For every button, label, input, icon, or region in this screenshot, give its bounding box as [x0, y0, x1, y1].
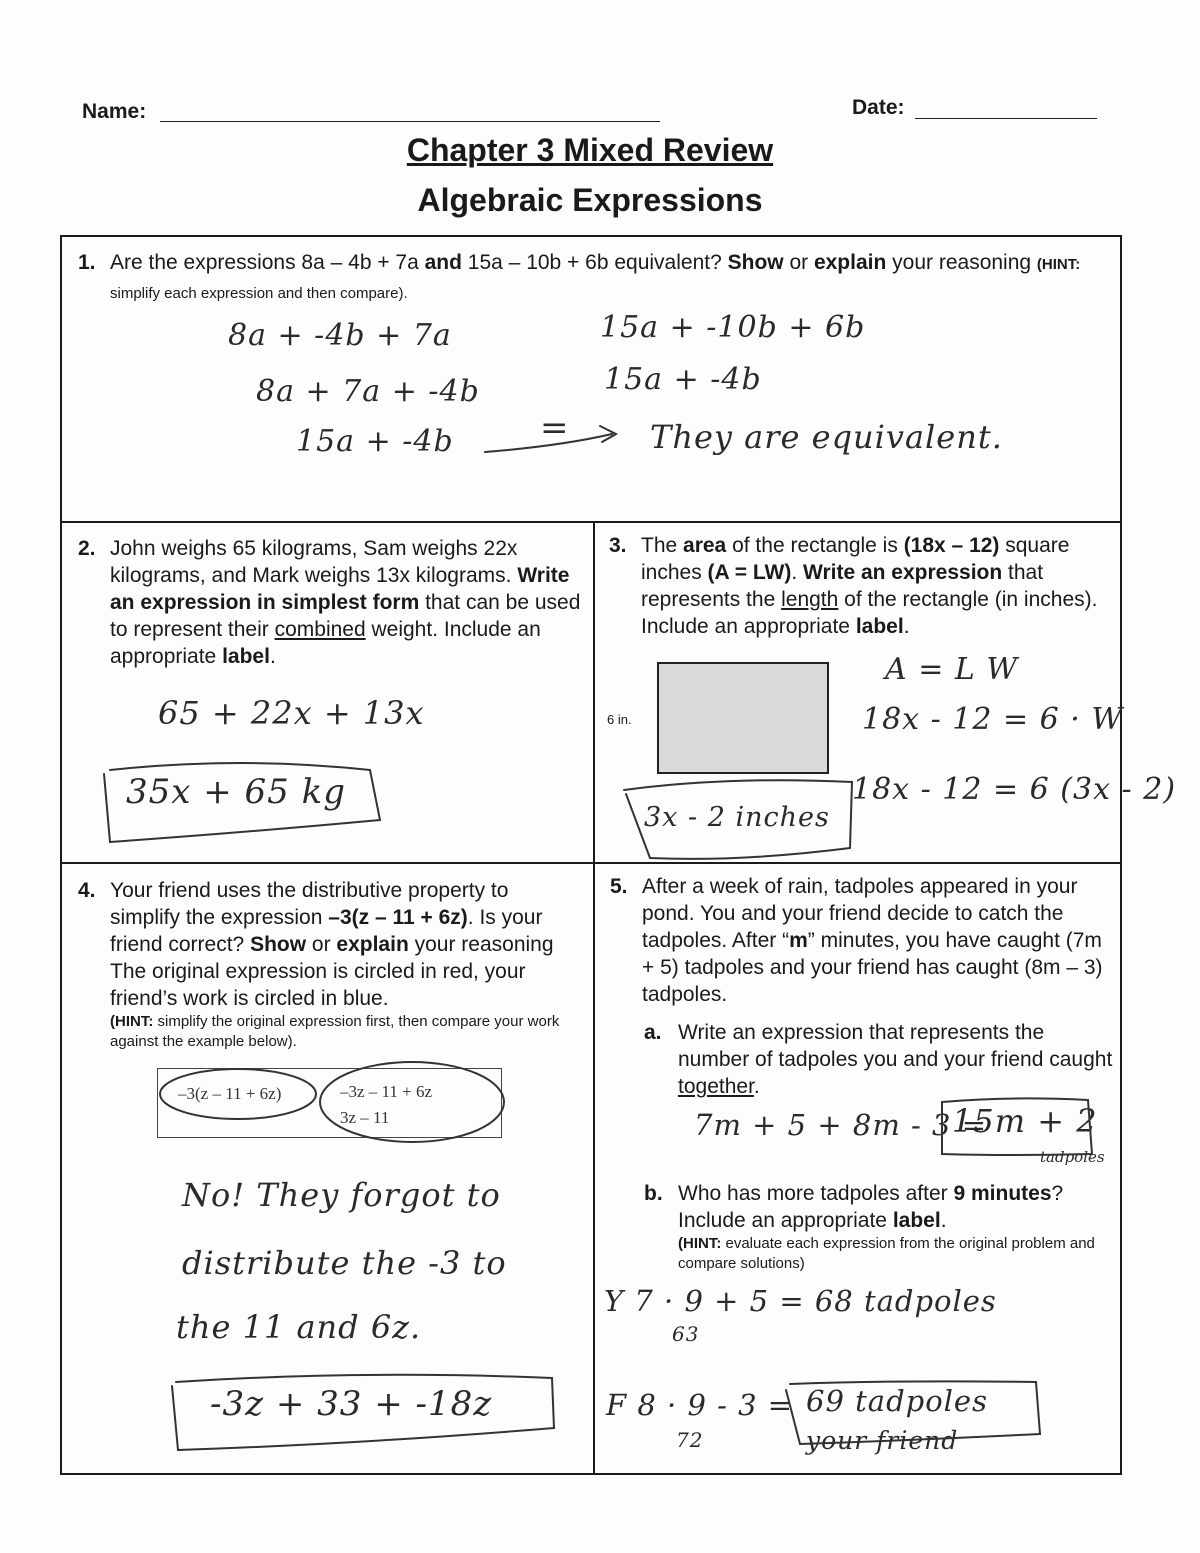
q1-hint: simplify each expression and then compare). — [110, 285, 408, 302]
q1-text-3: 15a – 10b + 6b equivalent? — [461, 251, 728, 274]
q5b-text-2: 9 minutes — [953, 1182, 1052, 1205]
q1-hw-right-2: 15a + -4b — [604, 362, 762, 397]
q3-hw-formula-2: 18x - 12 = 6 · W — [862, 702, 1124, 737]
q3-text-6: (A = LW) — [707, 561, 792, 584]
q3-text-3: of the rectangle is — [726, 534, 904, 557]
q4-text-4: Show — [250, 933, 307, 956]
q1-text-7: your reasoning — [886, 251, 1037, 274]
q5a-text-1: Write an expression that represents the number of tadpoles you and your friend caught — [678, 1021, 1113, 1071]
question-3 — [609, 532, 1114, 640]
q1-text-1: Are the expressions 8a – 4b + 7a — [110, 251, 425, 274]
q4-expression-friend-2: 3z – 11 — [340, 1108, 390, 1127]
q3-rectangle — [657, 662, 829, 774]
q5b-text-5: . — [940, 1209, 947, 1232]
q4-hint-label: (HINT: — [110, 1013, 154, 1030]
q3-hw-answer: 3x - 2 inches — [644, 802, 830, 833]
name-blank[interactable] — [160, 99, 660, 122]
q5b-text-4: label — [892, 1209, 941, 1232]
question-5b — [644, 1180, 1114, 1274]
q5a-letter: a. — [644, 1021, 662, 1044]
q3-text-7: . — [791, 561, 804, 584]
q5b-letter: b. — [644, 1182, 663, 1205]
q1-text-5: or — [783, 251, 814, 274]
q5b-hw-your-work: Y 7 · 9 + 5 = 68 tadpoles — [604, 1284, 997, 1318]
q4-text-2: –3(z – 11 + 6z) — [328, 906, 468, 929]
q4-hw-line-2: distribute the -3 to — [182, 1244, 507, 1282]
divider-column — [593, 521, 595, 1475]
q4-text-3: . Is your friend correct? — [110, 906, 543, 956]
q4-expression-friend-1: –3z – 11 + 6z — [340, 1082, 433, 1101]
q5b-hw-friend-sub: 72 — [676, 1428, 704, 1452]
question-5a — [644, 1019, 1114, 1100]
q2-text-7: . — [269, 645, 276, 668]
q5b-text-1: Who has more tadpoles after — [678, 1182, 954, 1205]
q4-hint: simplify the original expression first, then compare your work against the example below). — [110, 1013, 560, 1050]
divider-row1 — [60, 521, 1122, 523]
date-label: Date: — [852, 96, 905, 119]
q3-side-label: 6 in. — [607, 712, 632, 727]
q5-text-3: ” minutes, you have caught (7m + 5) tadpoles and your friend has caught (8m – 3) tadpoles. — [642, 929, 1103, 1006]
question-1-number: 1. — [78, 251, 96, 274]
q2-text-1: John weighs 65 kilograms, Sam weighs 22x kilograms, and Mark weighs 13x kilograms. — [110, 537, 518, 587]
q5-text-2: m — [789, 929, 808, 952]
name-label: Name: — [82, 100, 147, 123]
q3-text-13: . — [903, 615, 910, 638]
q3-text-9: that represents the — [641, 561, 1044, 611]
q5a-text-2: together — [678, 1075, 754, 1098]
q4-text-7: your reasoning The original expression is circled in red, your friend’s work is circled in blue. — [110, 933, 554, 1010]
q1-hw-equals: = — [540, 408, 570, 448]
q2-hw-answer: 35x + 65 kg — [126, 772, 346, 812]
q1-text-4: Show — [727, 251, 784, 274]
q2-text-5: weight. Include an appropriate — [110, 618, 541, 668]
q4-hw-line-3: the 11 and 6z. — [176, 1308, 422, 1346]
q2-hw-work: 65 + 22x + 13x — [158, 694, 425, 732]
q5b-hw-winner: your friend — [806, 1426, 959, 1455]
q5b-hint-label: (HINT: — [678, 1235, 722, 1252]
q4-hw-line-1: No! They forgot to — [182, 1176, 501, 1214]
question-5-number: 5. — [610, 875, 628, 898]
question-1 — [78, 249, 1108, 307]
question-4 — [78, 877, 583, 1052]
q1-text-6: explain — [813, 251, 887, 274]
q5a-text-3: . — [753, 1075, 760, 1098]
q4-text-1: Your friend uses the distributive property to simplify the expression — [110, 879, 509, 929]
q1-hw-left-3: 15a + -4b — [296, 424, 454, 459]
q3-text-2: area — [683, 534, 727, 557]
question-2 — [78, 535, 583, 670]
q5b-hw-your-sub: 63 — [672, 1322, 700, 1346]
q3-text-4: (18x – 12) — [903, 534, 1000, 557]
q4-expression-original: –3(z – 11 + 6z) — [178, 1084, 282, 1103]
q5b-hw-friend-answer: 69 tadpoles — [806, 1384, 988, 1418]
q3-text-8: Write an expression — [803, 561, 1003, 584]
q1-hw-conclusion: They are equivalent. — [650, 418, 1003, 456]
q3-text-5: square inches — [641, 534, 1070, 584]
question-5 — [610, 873, 1115, 1008]
q5b-text-3: ? Include an appropriate — [678, 1182, 1064, 1232]
question-4-number: 4. — [78, 879, 96, 902]
q2-text-4: combined — [274, 618, 366, 641]
question-2-number: 2. — [78, 537, 96, 560]
q5b-hw-friend-work: F 8 · 9 - 3 = — [606, 1388, 794, 1422]
q2-text-2: Write an expression in simplest form — [110, 564, 570, 614]
q1-hw-right-1: 15a + -10b + 6b — [600, 310, 866, 345]
q4-text-5: or — [306, 933, 337, 956]
q3-hw-formula-1: A = L W — [885, 652, 1019, 687]
page-title: Chapter 3 Mixed Review — [406, 132, 774, 168]
q5-text-1: After a week of rain, tadpoles appeared in your pond. You and your friend decide to catch the tadpoles. After “ — [642, 875, 1078, 952]
q5a-hw-answer: 15m + 2 — [952, 1102, 1098, 1140]
date-blank[interactable] — [915, 96, 1097, 119]
q3-text-11: of the rectangle (in inches). Include an appropriate — [641, 588, 1098, 638]
divider-row2 — [60, 862, 1122, 864]
q2-text-6: label — [222, 645, 270, 668]
q3-text-12: label — [855, 615, 904, 638]
q1-hint-label: (HINT: — [1036, 256, 1081, 273]
q5a-hw-label: tadpoles — [1040, 1148, 1105, 1166]
q1-hw-left-1: 8a + -4b + 7a — [228, 318, 452, 353]
q4-hw-answer: -3z + 33 + -18z — [210, 1384, 493, 1424]
q3-text-1: The — [641, 534, 684, 557]
q3-hw-formula-3: 18x - 12 = 6 (3x - 2) — [852, 772, 1177, 807]
q3-text-10: length — [781, 588, 839, 611]
question-3-number: 3. — [609, 534, 627, 557]
q1-text-2: and — [424, 251, 462, 274]
q5a-hw-work: 7m + 5 + 8m - 3 = — [694, 1108, 988, 1142]
q5b-hint: evaluate each expression from the original problem and compare solutions) — [678, 1235, 1095, 1272]
page-subtitle: Algebraic Expressions — [417, 182, 763, 218]
q1-hw-left-2: 8a + 7a + -4b — [256, 374, 480, 409]
q2-text-3: that can be used to represent their — [110, 591, 581, 641]
q4-text-6: explain — [336, 933, 409, 956]
